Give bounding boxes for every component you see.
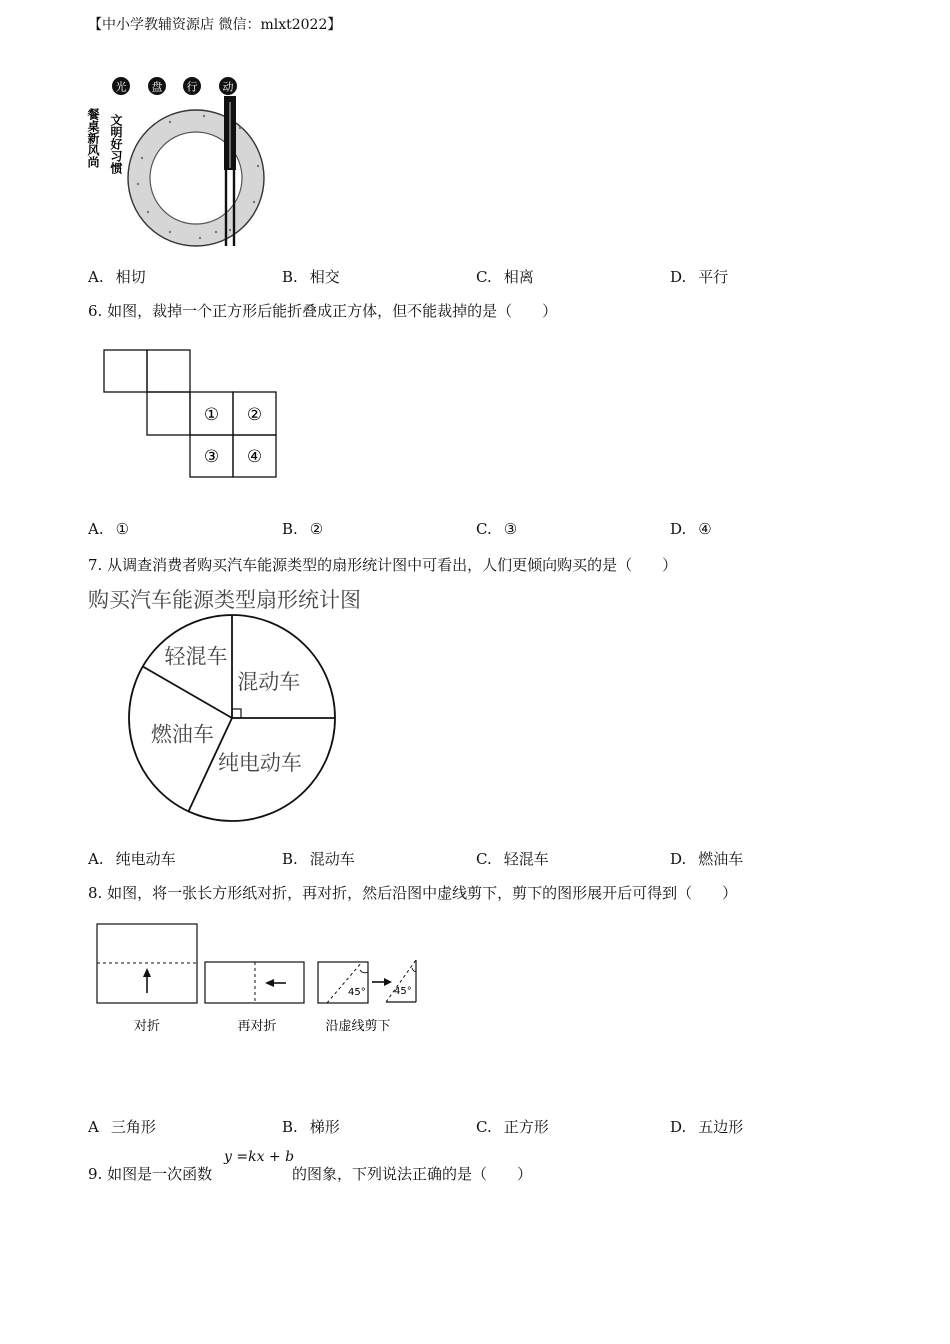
q9-stem-prefix: 9. 如图是一次函数	[88, 1165, 213, 1183]
top-char-2: 盘	[151, 80, 163, 94]
q5-option-b[interactable]	[282, 266, 340, 287]
option-label: D.	[670, 850, 687, 868]
top-char-3: 行	[186, 80, 198, 94]
angle-label-1: 45°	[348, 987, 366, 998]
arrow-left-icon	[265, 979, 274, 987]
q7-stem: 7. 从调查消费者购买汽车能源类型的扇形统计图中可看出，人们更倾向购买的是（ ）	[88, 556, 678, 574]
option-text: 轻混车	[503, 850, 549, 868]
q7-option-a[interactable]	[88, 848, 176, 869]
q8-option-b[interactable]	[282, 1116, 340, 1137]
right-angle-marker	[232, 709, 241, 718]
arrow-up-icon	[143, 968, 151, 977]
left-vertical-text: 餐桌新风尚	[86, 108, 100, 168]
option-text: 三角形	[110, 1118, 156, 1136]
option-text: 混动车	[309, 850, 355, 868]
option-label: A.	[88, 268, 104, 286]
option-text: 平行	[698, 268, 729, 286]
top-chars	[112, 77, 237, 95]
pie-chart	[120, 610, 344, 830]
q8-option-a[interactable]	[88, 1116, 156, 1137]
cell-2-label: ②	[246, 405, 263, 425]
option-label: C.	[476, 850, 492, 868]
option-text: ②	[309, 520, 324, 538]
option-label: B.	[282, 520, 298, 538]
page-header: 【中小学教辅资源店 微信：mlxt2022】	[88, 17, 342, 33]
option-label: C.	[476, 520, 492, 538]
caption-fold-again: 再对折	[237, 1019, 277, 1034]
option-text: 燃油车	[698, 850, 744, 868]
caption-cut: 沿虚线剪下	[325, 1019, 391, 1034]
pie-chart-title: 购买汽车能源类型扇形统计图	[88, 588, 361, 612]
q6-stem: 6. 如图，裁掉一个正方形后能折叠成正方体，但不能裁掉的是（ ）	[88, 302, 558, 320]
option-text: 正方形	[503, 1118, 549, 1136]
slice-label: 燃油车	[150, 722, 214, 747]
option-text: ③	[503, 520, 518, 538]
q6-option-a[interactable]	[88, 520, 129, 538]
angle-label-2: 45°	[394, 986, 412, 997]
option-text: ④	[698, 520, 712, 538]
q7-option-b[interactable]	[282, 848, 355, 869]
option-text: ①	[115, 520, 130, 538]
option-label: A	[88, 1118, 99, 1136]
right-vertical-text: 文明好习惯	[109, 114, 123, 174]
q6-option-b[interactable]	[282, 520, 323, 538]
slice-label: 纯电动车	[217, 750, 302, 775]
option-label: B.	[282, 268, 298, 286]
option-label: D.	[670, 1118, 687, 1136]
slice-label: 轻混车	[164, 644, 228, 669]
option-text: 相交	[309, 268, 340, 286]
q7-option-c[interactable]	[476, 848, 549, 869]
top-char-4: 动	[222, 80, 234, 94]
option-label: B.	[282, 850, 298, 868]
option-label: A.	[88, 520, 104, 538]
option-label: C.	[476, 1118, 492, 1136]
q8-option-d[interactable]	[670, 1116, 743, 1137]
option-label: D.	[670, 268, 687, 286]
caption-fold: 对折	[133, 1019, 161, 1034]
q5-option-c[interactable]	[476, 266, 534, 287]
cell-3-label: ③	[203, 447, 220, 467]
q6-option-c[interactable]	[476, 520, 517, 538]
option-text: 纯电动车	[115, 850, 176, 868]
q7-option-d[interactable]	[670, 848, 743, 869]
q8-option-c[interactable]	[476, 1116, 549, 1137]
paper-folding-figure	[90, 918, 430, 1042]
slice-label: 混动车	[237, 670, 301, 695]
q6-option-d[interactable]	[670, 520, 712, 538]
option-label: B.	[282, 1118, 298, 1136]
option-text: 五边形	[698, 1118, 744, 1136]
slice-boundary	[143, 667, 232, 719]
q5-option-a[interactable]	[88, 266, 146, 287]
q8-stem: 8. 如图，将一张长方形纸对折，再对折，然后沿图中虚线剪下，剪下的图形展开后可得到（ ）	[88, 884, 738, 902]
q9-formula: y =kx + b	[224, 1149, 295, 1165]
option-text: 相离	[503, 268, 534, 286]
option-text: 相切	[115, 268, 146, 286]
option-text: 梯形	[309, 1118, 340, 1136]
option-label: C.	[476, 268, 492, 286]
top-char-1: 光	[115, 80, 127, 94]
option-label: D.	[670, 520, 687, 538]
cell-4-label: ④	[246, 447, 263, 467]
cell-1-label: ①	[203, 405, 220, 425]
option-label: A.	[88, 850, 104, 868]
cube-net-figure	[100, 346, 282, 482]
plate-figure	[80, 72, 280, 252]
arrow-right-icon	[384, 978, 392, 986]
q9-stem-suffix: 的图象，下列说法正确的是（ ）	[292, 1165, 533, 1183]
q5-option-d[interactable]	[670, 266, 728, 287]
